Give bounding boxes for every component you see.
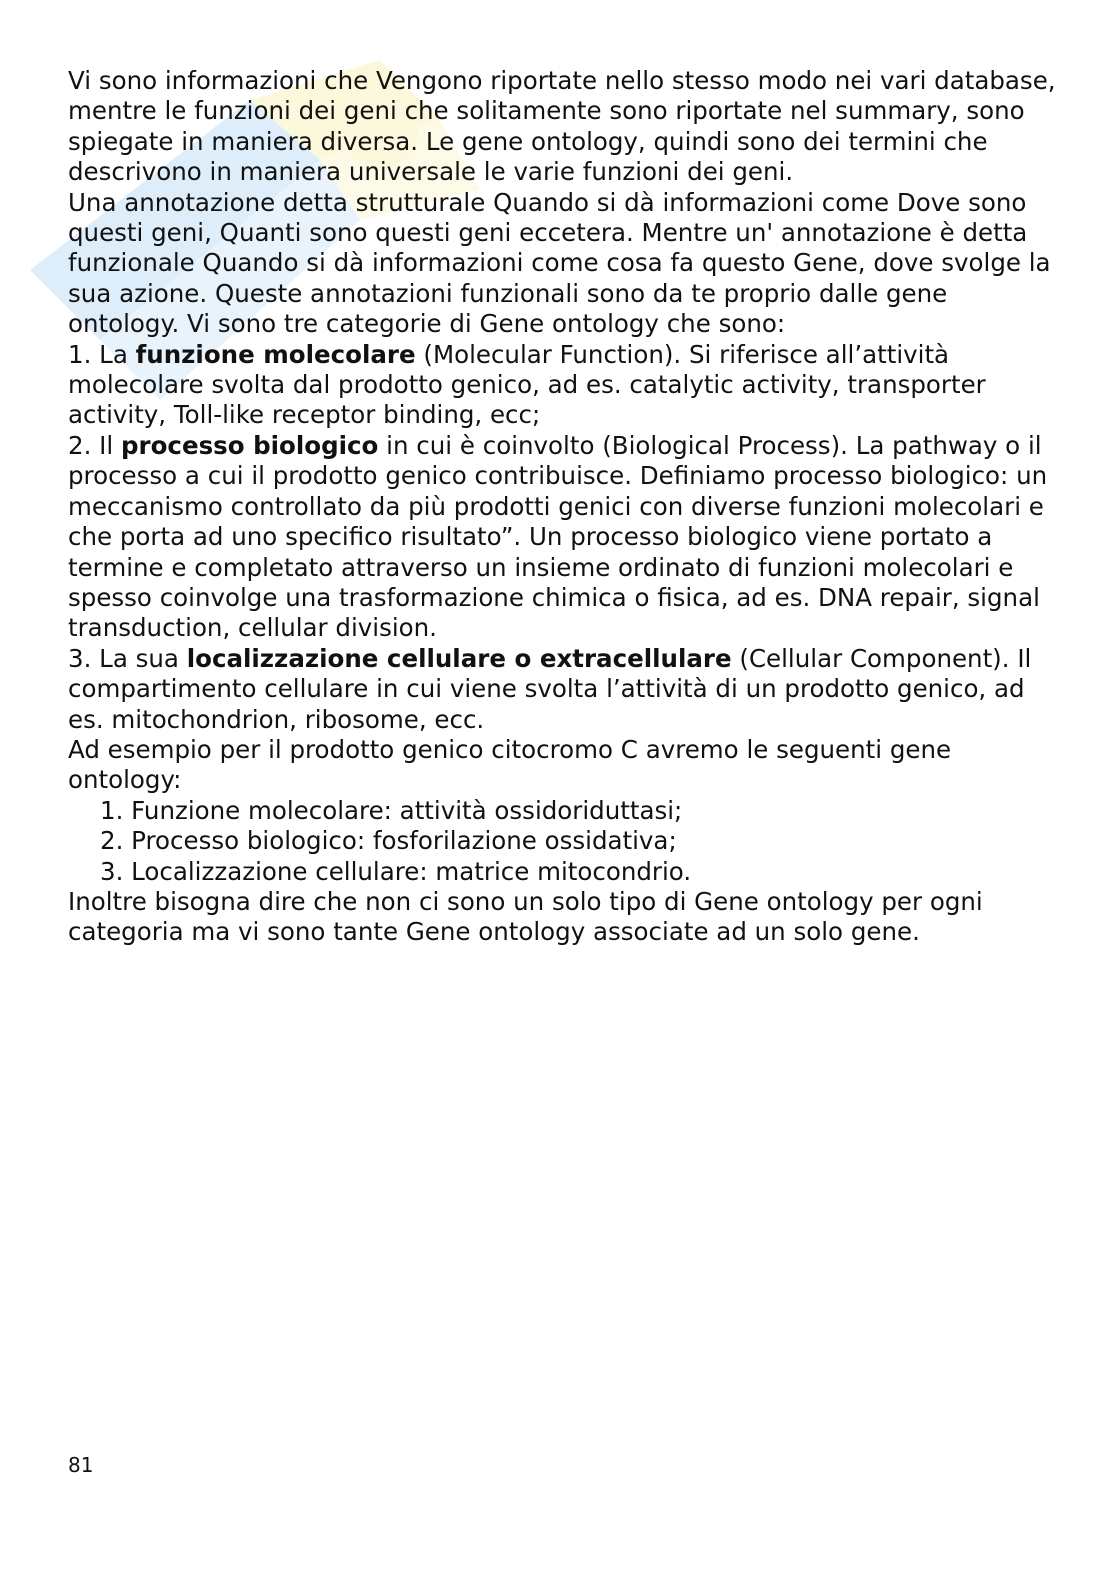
example-list bbox=[68, 796, 1058, 887]
example-intro: Ad esempio per il prodotto genico citocromo C avremo le seguenti gene ontology: bbox=[68, 734, 952, 795]
category-term: localizzazione cellulare o extracellulare bbox=[186, 643, 732, 673]
category-description: in cui è coinvolto (Biological Process). La pathway o il processo a cui il prodotto genico contribuisce. Definiamo processo biologico: un meccanismo controllato da più prodotti genici con diverse funzioni molecolari e che porta ad uno specifico risultato”. Un processo biologico viene portato a termine e completato attraverso un insieme ordinato di funzioni molecolari e spesso coinvolge una trasformazione chimica o fisica, ad es. DNA repair, signal transduction, cellular division. bbox=[68, 430, 1048, 643]
page-number: 81 bbox=[68, 1453, 94, 1477]
category-term: funzione molecolare bbox=[135, 339, 416, 369]
category-prefix: 2. Il bbox=[68, 430, 121, 460]
category-prefix: 3. La sua bbox=[68, 643, 187, 673]
document-body bbox=[68, 66, 1058, 948]
example-list-item: 3. Localizzazione cellulare: matrice mitocondrio. bbox=[100, 856, 692, 886]
category-item bbox=[68, 644, 1058, 735]
category-prefix: 1. La bbox=[68, 339, 136, 369]
closing-paragraph: Inoltre bisogna dire che non ci sono un solo tipo di Gene ontology per ogni categoria ma vi sono tante Gene ontology associate ad un solo gene. bbox=[68, 886, 983, 947]
category-description: (Molecular Function). Si riferisce all’attività molecolare svolta dal prodotto genico, ad es. catalytic activity, transporter activity, Toll-like receptor binding, ecc; bbox=[68, 339, 986, 430]
intro-paragraph: Vi sono informazioni che Vengono riportate nello stesso modo nei vari database, mentre le funzioni dei geni che solitamente sono riportate nel summary, sono spiegate in maniera diversa. Le gene ontology, quindi sono dei termini che descrivono in maniera universale le varie funzioni dei geni. bbox=[68, 66, 1056, 187]
category-item bbox=[68, 340, 1058, 431]
category-description: (Cellular Component). Il compartimento cellulare in cui viene svolta l’attività di un prodotto genico, ad es. mitochondrion, ribosome, ecc. bbox=[68, 643, 1032, 734]
example-list-item: 1. Funzione molecolare: attività ossidoriduttasi; bbox=[100, 795, 683, 825]
category-item bbox=[68, 431, 1058, 644]
annotation-paragraph: Una annotazione detta strutturale Quando si dà informazioni come Dove sono questi geni, Quanti sono questi geni eccetera. Mentre un' annotazione è detta funzionale Quando si dà informazioni come cosa fa questo Gene, dove svolge la sua azione. Queste annotazioni funzionali sono da te proprio dalle gene ontology. Vi sono tre categorie di Gene ontology che sono: bbox=[68, 187, 1051, 339]
example-list-item: 2. Processo biologico: fosforilazione ossidativa; bbox=[100, 826, 677, 856]
category-term: processo biologico bbox=[120, 430, 379, 460]
